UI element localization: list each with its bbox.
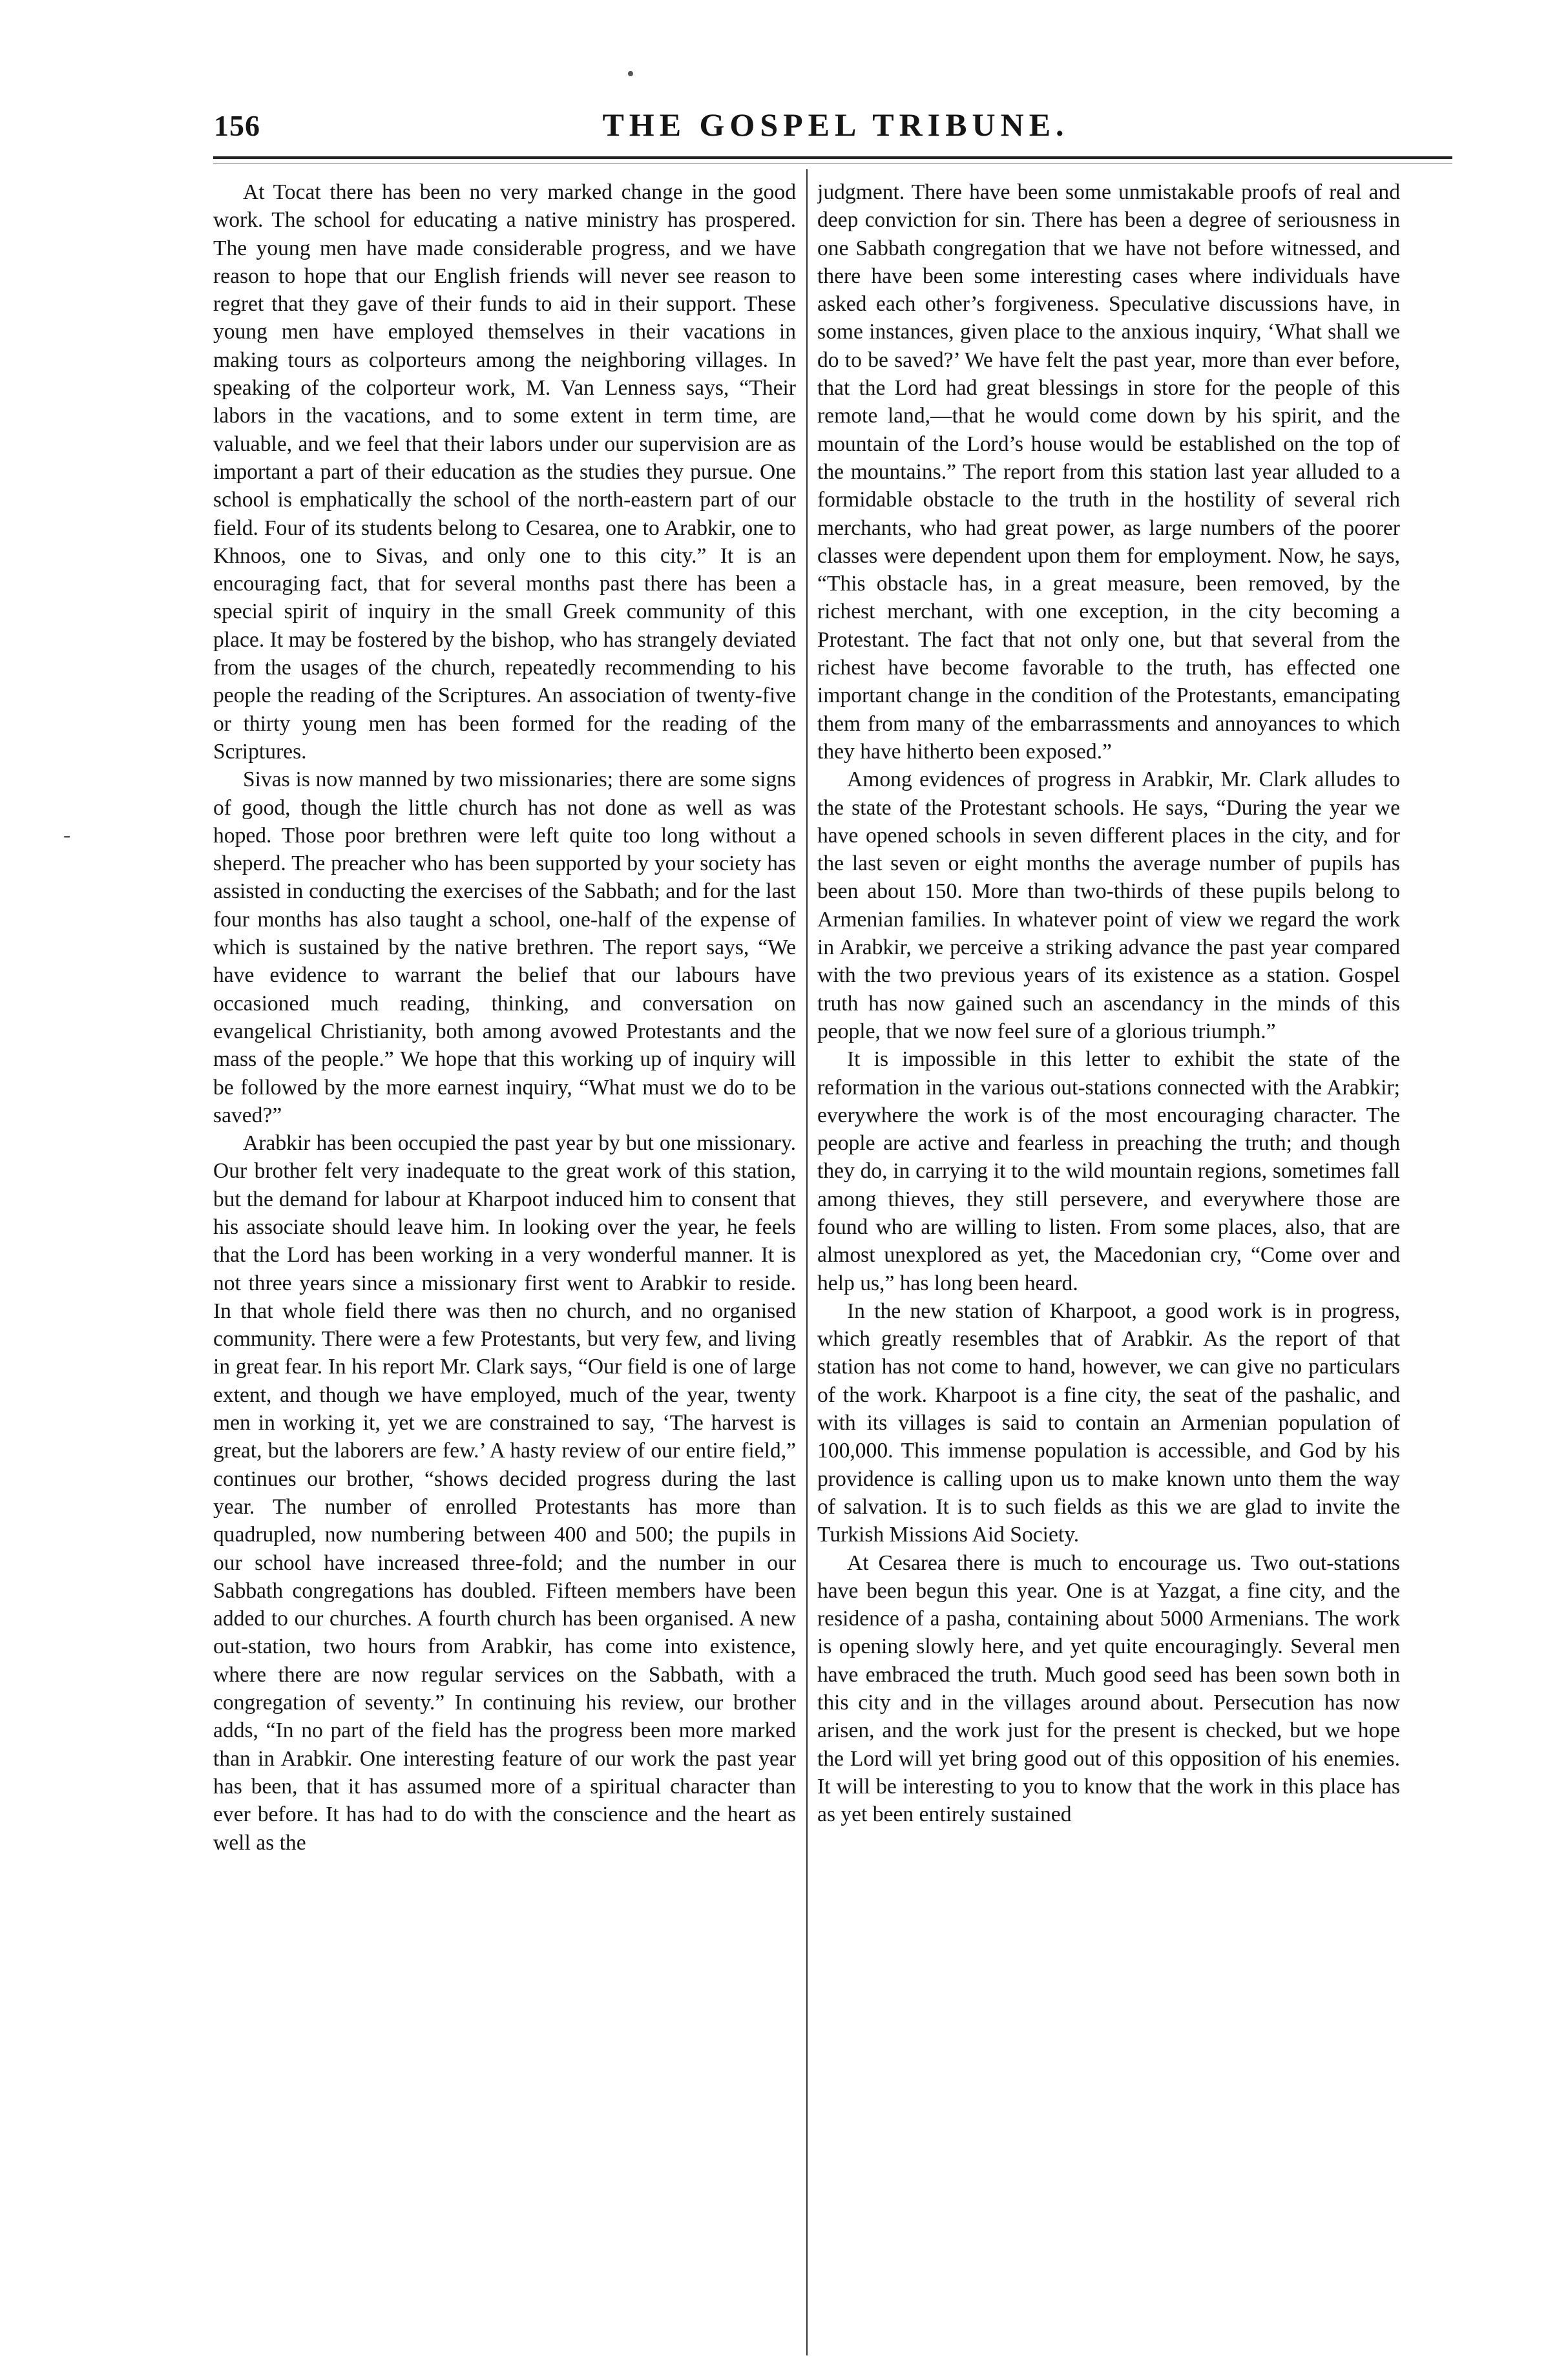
paragraph-out-stations: It is impossible in this letter to exhibit the state of the reformation in the various out-stations connected with the Arabkir; everywhere the work is of the most encouraging character. The people are active and fearless in preaching the truth; and though they do, in carrying it to the wild mountain regions, sometimes fall among thieves, they still persevere, and everywhere those are found who are willing to listen. From some places, also, that are almost unexplored as yet, the Macedonian cry, “Come over and help us,” has long been heard. (817, 1047, 1400, 1295)
right-column (817, 178, 1400, 2355)
paragraph-judgment: judgment. There have been some unmistakable proofs of real and deep conviction for sin. There has been a degree of seriousness in one Sabbath congregation that we have not before witnessed, and there have been some interesting cases where individuals have asked each other’s forgiveness. Speculative discussions have, in some instances, given place to the anxious inquiry, ‘What shall we do to be saved?’ We have felt the past year, more than ever before, that the Lord had great blessings in store for the people of this remote land,—that he would come down by his spirit, and the mountain of the Lord’s house would be established on the top of the mountains.” The report from this station last year alluded to a formidable obstacle to the truth in the hostility of several rich merchants, who had great power, as large numbers of the poorer classes were dependent upon them for employment. Now, he says, “This obstacle has, in a great measure, been removed, by the richest merchant, with one exception, in the city becoming a Protestant. The fact that not only one, but that several from the richest have become favorable to the truth, has effected one important change in the condition of the Protestants, emancipating them from many of the embarrassments and annoyances to which they have hitherto been exposed.” (817, 180, 1400, 764)
paragraph-tocat: At Tocat there has been no very marked change in the good work. The school for educating a native ministry has prospered. The young men have made considerable progress, and we have reason to hope that our English friends will never see reason to regret that they gave of their funds to aid in their support. These young men have employed themselves in their vacations in making tours as colporteurs among the neighboring villages. In speaking of the colporteur work, M. Van Lenness says, “Their labors in the vacations, and to some extent in term time, are valuable, and we feel that their labors under our supervision are as important a part of their education as the studies they pursue. One school is emphatically the school of the north-eastern part of our field. Four of its students belong to Cesarea, one to Arabkir, one to Khnoos, one to Sivas, and only one to this city.” It is an encouraging fact, that for several months past there has been a special spirit of inquiry in the small Greek community of this place. It may be fostered by the bishop, who has strangely deviated from the usages of the church, repeatedly recommending to his people the reading of the Scriptures. An association of twenty-five or thirty young men has been formed for the reading of the Scriptures. (213, 180, 796, 764)
paragraph-sivas: Sivas is now manned by two missionaries; there are some signs of good, though the little church has not done as well as was hoped. Those poor brethren were left quite too long without a sheperd. The preacher who has been supported by your society has assisted in conducting the exercises of the Sabbath; and for the last four months has also taught a school, one-half of the expense of which is sustained by the native brethren. The report says, “We have evidence to warrant the belief that our labours have occasioned much reading, thinking, and conversation on evangelical Christianity, both among avowed Protestants and the mass of the people.” We hope that this working up of inquiry will be followed by the more earnest inquiry, “What must we do to be saved?” (213, 767, 796, 1127)
margin-mark-dot: • (627, 62, 634, 86)
running-head-title: THE GOSPEL TRIBUNE. (602, 107, 1069, 143)
page-number: 156 (214, 109, 260, 142)
paragraph-cesarea: At Cesarea there is much to encourage us. Two out-stations have been begun this year. One is at Yazgat, a fine city, and the residence of a pasha, containing about 5000 Armenians. The work is opening slowly here, and yet quite encouragingly. Several men have embraced the truth. Much good seed has been sown both in this city and in the villages around about. Persecution has now arisen, and the work just for the present is checked, but we hope the Lord will yet bring good out of this opposition of his enemies. It will be interesting to you to know that the work in this place has as yet been entirely sustained (817, 1550, 1400, 1827)
paragraph-schools: Among evidences of progress in Arabkir, Mr. Clark alludes to the state of the Protestant schools. He says, “During the year we have opened schools in seven different places in the city, and for the last seven or eight months the average number of pupils has been about 150. More than two-thirds of these pupils belong to Armenian families. In whatever point of view we regard the work in Arabkir, we perceive a striking advance the past year compared with the two previous years of its existence as a station. Gospel truth has now gained such an ascendancy in the minds of this people, that we now feel sure of a glorious triumph.” (817, 767, 1400, 1043)
header-rule (213, 156, 1452, 159)
column-divider (806, 169, 808, 2355)
paragraph-arabkir: Arabkir has been occupied the past year by but one missionary. Our brother felt very inadequate to the great work of this station, but the demand for labour at Kharpoot induced him to consent that his associate should leave him. In looking over the year, he feels that the Lord has been working in a very wonderful manner. It is not three years since a missionary first went to Arabkir to reside. In that whole field there was then no church, and no organised community. There were a few Protestants, but very few, and living in great fear. In his report Mr. Clark says, “Our field is one of large extent, and though we have employed, much of the year, twenty men in working it, yet we are constrained to say, ‘The harvest is great, but the laborers are few.’ A hasty review of our entire field,” continues our brother, “shows decided progress during the last year. The number of enrolled Protestants has more than quadrupled, now numbering between 400 and 500; the pupils in our school have increased three-fold; and the number in our Sabbath congregations has doubled. Fifteen members have been added to our churches. A fourth church has been organised. A new out-station, two hours from Arabkir, has come into existence, where there are now regular services on the Sabbath, with a congregation of seventy.” In continuing his review, our brother adds, “In no part of the field has the progress been more marked than in Arabkir. One interesting feature of our work the past year has been, that it has assumed more of a spiritual character than ever before. It has had to do with the conscience and the heart as well as the (213, 1131, 796, 1855)
paragraph-kharpoot: In the new station of Kharpoot, a good work is in progress, which greatly resembles that of Arabkir. As the report of that station has not come to hand, however, we can give no particulars of the work. Kharpoot is a fine city, the seat of the pashalic, and with its villages is said to contain an Armenian population of 100,000. This immense population is accessible, and God by his providence is calling upon us to make known unto them the way of salvation. It is to such fields as this we are glad to invite the Turkish Missions Aid Society. (817, 1299, 1400, 1547)
margin-mark-dash: - (63, 823, 71, 847)
left-column (213, 178, 796, 2355)
